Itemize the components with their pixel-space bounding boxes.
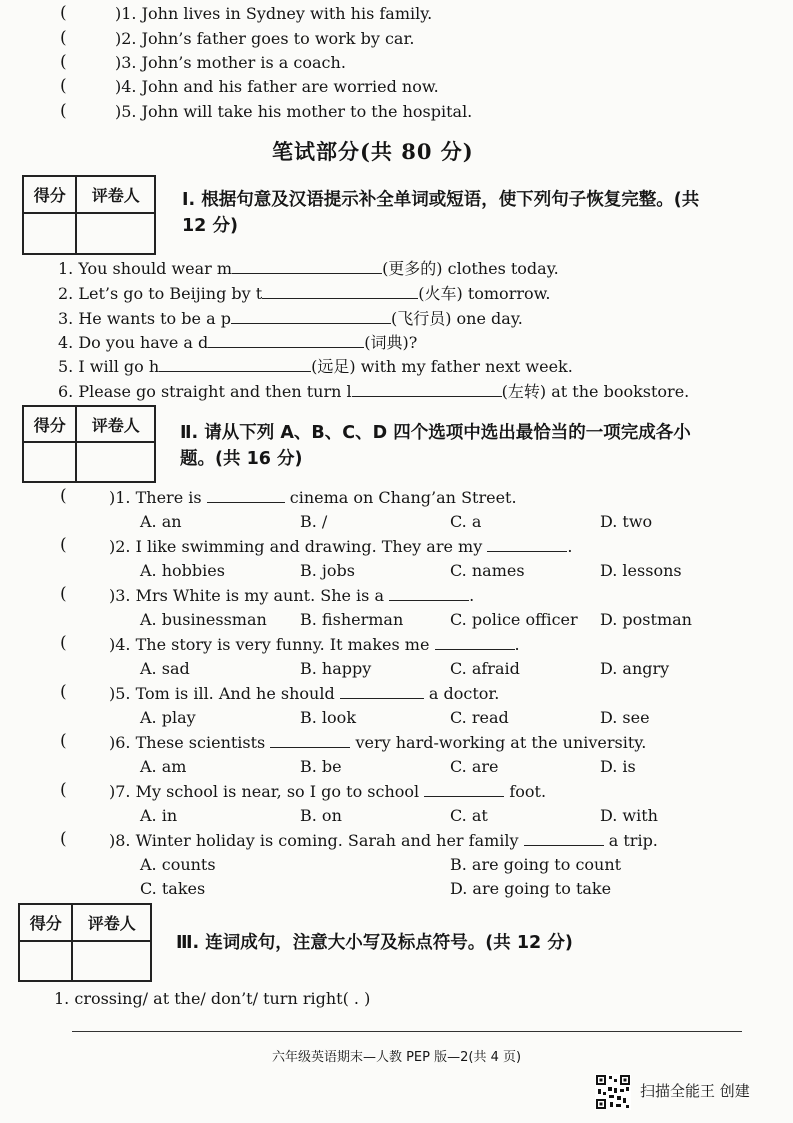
fill-item: 2. Let’s go to Beijing by t (火车) tomorrow. <box>58 284 551 303</box>
grader-label: 评卷人 <box>72 904 151 941</box>
score-box <box>22 405 156 483</box>
option-b[interactable]: B. look <box>300 708 357 727</box>
answer-paren[interactable]: ( <box>60 535 67 555</box>
option-c[interactable]: C. afraid <box>450 659 520 678</box>
section2-title: Ⅱ. 请从下列 A、B、C、D 四个选项中选出最恰当的一项完成各小 <box>180 423 691 443</box>
chinese-hint: (远足) <box>311 357 356 376</box>
fill-item: 6. Please go straight and then turn l (左转) at the bookstore. <box>58 382 690 401</box>
question-stem: )4. The story is very funny. It makes me . <box>109 635 520 654</box>
footer-rule <box>72 1031 742 1032</box>
option-b[interactable]: B. are going to count <box>450 855 622 874</box>
section1-title-cont: 12 分) <box>182 216 238 236</box>
question-stem: )6. These scientists very hard-working at the university. <box>109 733 647 752</box>
score-box <box>18 903 152 982</box>
option-a[interactable]: A. am <box>140 757 187 776</box>
answer-blank[interactable] <box>389 584 469 601</box>
score-label: 得分 <box>23 176 76 213</box>
score-cell[interactable] <box>23 213 76 254</box>
answer-blank[interactable] <box>524 829 604 846</box>
option-d[interactable]: D. are going to take <box>450 879 612 898</box>
word-order-item: 1. crossing/ at the/ don’t/ turn right( . ) <box>54 989 371 1008</box>
listening-item: )4. John and his father are worried now. <box>115 77 439 96</box>
option-b[interactable]: B. fisherman <box>300 610 404 629</box>
answer-paren[interactable]: ( <box>60 829 67 849</box>
fill-item: 3. He wants to be a p (飞行员) one day. <box>58 309 523 328</box>
answer-paren[interactable]: ( <box>60 780 67 800</box>
initial-letter: t <box>255 284 263 303</box>
option-d[interactable]: D. two <box>600 512 653 531</box>
answer-paren: ( <box>60 76 67 96</box>
listening-item: )2. John’s father goes to work by car. <box>115 29 415 48</box>
score-cell[interactable] <box>23 442 76 482</box>
listening-item: )1. John lives in Sydney with his family. <box>115 4 433 23</box>
question-stem: )1. There is cinema on Chang’an Street. <box>109 488 517 507</box>
option-c[interactable]: C. are <box>450 757 499 776</box>
answer-paren: ( <box>60 101 67 121</box>
grader-cell[interactable] <box>76 213 155 254</box>
chinese-hint: (左转) <box>501 382 547 401</box>
answer-paren: ( <box>60 3 67 23</box>
option-a[interactable]: A. in <box>140 806 178 825</box>
section2-title-cont: 题。(共 16 分) <box>180 449 303 469</box>
answer-blank[interactable] <box>270 731 350 748</box>
grader-label: 评卷人 <box>76 406 155 442</box>
answer-paren[interactable]: ( <box>60 731 67 751</box>
option-a[interactable]: A. counts <box>140 855 216 874</box>
option-d[interactable]: D. postman <box>600 610 692 629</box>
score-label: 得分 <box>19 904 72 941</box>
option-b[interactable]: B. happy <box>300 659 372 678</box>
option-b[interactable]: B. on <box>300 806 342 825</box>
answer-blank[interactable] <box>352 380 502 397</box>
answer-blank[interactable] <box>435 633 515 650</box>
grader-cell[interactable] <box>72 941 151 981</box>
answer-paren[interactable]: ( <box>60 486 67 506</box>
answer-blank[interactable] <box>208 331 364 348</box>
option-d[interactable]: D. lessons <box>600 561 682 580</box>
score-box <box>22 175 156 255</box>
answer-blank[interactable] <box>207 486 285 503</box>
option-c[interactable]: C. names <box>450 561 525 580</box>
initial-letter: h <box>148 357 160 376</box>
answer-blank[interactable] <box>262 282 418 299</box>
answer-blank[interactable] <box>424 780 504 797</box>
chinese-hint: (飞行员) <box>390 309 452 328</box>
question-stem: )2. I like swimming and drawing. They are my . <box>109 537 573 556</box>
written-part-title: 笔试部分(共 80 分) <box>272 139 474 164</box>
answer-blank[interactable] <box>159 355 311 372</box>
fill-item: 4. Do you have a d (词典)? <box>58 333 418 352</box>
scanner-brand: 扫描全能王 创建 <box>640 1082 750 1100</box>
initial-letter: d <box>198 333 209 352</box>
listening-item: )3. John’s mother is a coach. <box>115 53 346 72</box>
option-d[interactable]: D. with <box>600 806 658 825</box>
option-a[interactable]: A. sad <box>140 659 190 678</box>
option-d[interactable]: D. see <box>600 708 650 727</box>
initial-letter: m <box>216 259 233 278</box>
chinese-hint: (火车) <box>418 284 463 303</box>
option-b[interactable]: B. jobs <box>300 561 355 580</box>
fill-item: 5. I will go h (远足) with my father next week. <box>58 357 573 376</box>
answer-paren[interactable]: ( <box>60 633 67 653</box>
grader-label: 评卷人 <box>76 176 155 213</box>
question-stem: )7. My school is near, so I go to school foot. <box>109 782 547 801</box>
answer-blank[interactable] <box>231 307 391 324</box>
option-b[interactable]: B. be <box>300 757 342 776</box>
grader-cell[interactable] <box>76 442 155 482</box>
section1-title: Ⅰ. 根据句意及汉语提示补全单词或短语，使下列句子恢复完整。(共 <box>182 190 700 210</box>
chinese-hint: (词典) <box>364 333 409 352</box>
option-c[interactable]: C. read <box>450 708 509 727</box>
question-stem: )8. Winter holiday is coming. Sarah and her family a trip. <box>109 831 658 850</box>
listening-item: )5. John will take his mother to the hospital. <box>115 102 473 121</box>
score-cell[interactable] <box>19 941 72 981</box>
option-d[interactable]: D. angry <box>600 659 670 678</box>
option-a[interactable]: A. play <box>140 708 196 727</box>
qr-code-icon <box>595 1074 631 1110</box>
question-stem: )3. Mrs White is my aunt. She is a . <box>109 586 475 605</box>
initial-letter: l <box>346 382 352 401</box>
option-c[interactable]: C. takes <box>140 879 206 898</box>
answer-paren: ( <box>60 28 67 48</box>
option-a[interactable]: A. hobbies <box>140 561 225 580</box>
initial-letter: p <box>220 309 231 328</box>
option-c[interactable]: C. police officer <box>450 610 578 629</box>
option-b[interactable]: B. / <box>300 512 328 531</box>
answer-paren: ( <box>60 52 67 72</box>
option-a[interactable]: A. an <box>140 512 182 531</box>
fill-item: 1. You should wear m (更多的) clothes today. <box>58 259 559 278</box>
section3-title: Ⅲ. 连词成句，注意大小写及标点符号。(共 12 分) <box>176 933 573 953</box>
score-label: 得分 <box>23 406 76 442</box>
answer-blank[interactable] <box>340 682 424 699</box>
question-stem: )5. Tom is ill. And he should a doctor. <box>109 684 500 703</box>
option-c[interactable]: C. at <box>450 806 488 825</box>
answer-paren[interactable]: ( <box>60 584 67 604</box>
answer-blank[interactable] <box>487 535 567 552</box>
option-c[interactable]: C. a <box>450 512 482 531</box>
option-d[interactable]: D. is <box>600 757 636 776</box>
option-a[interactable]: A. businessman <box>140 610 267 629</box>
page-footer: 六年级英语期末—人教 PEP 版—2(共 4 页) <box>271 1050 522 1065</box>
answer-paren[interactable]: ( <box>60 682 67 702</box>
chinese-hint: (更多的) <box>382 259 443 278</box>
answer-blank[interactable] <box>232 257 382 274</box>
